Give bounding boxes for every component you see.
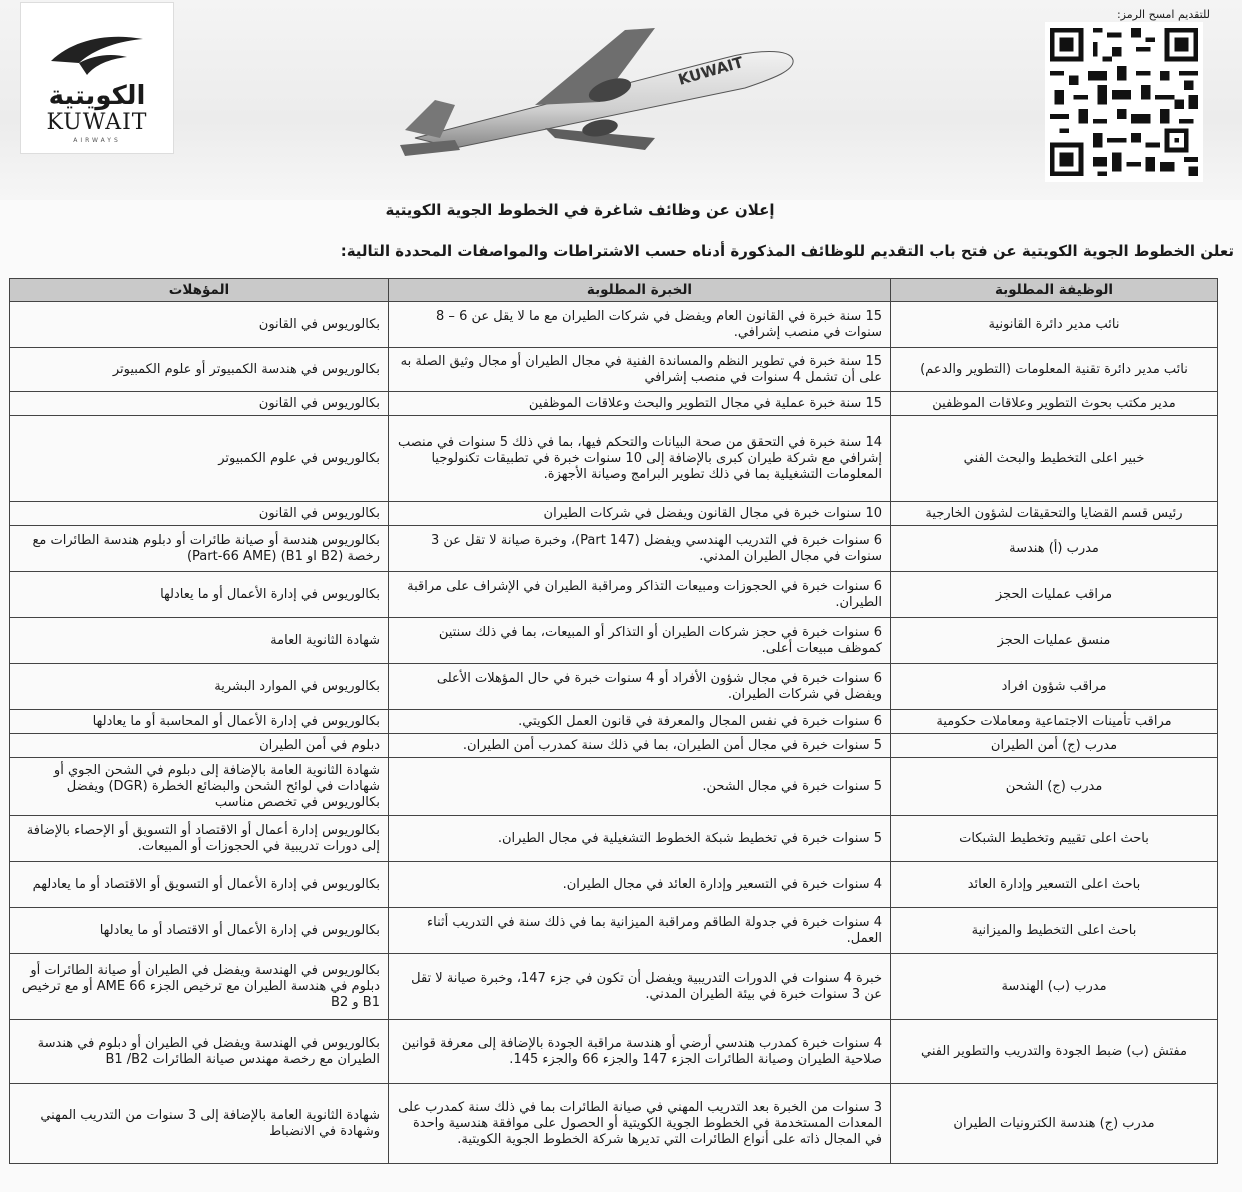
logo-english-text: KUWAIT: [46, 110, 148, 135]
experience-cell: 6 سنوات خبرة في التدريب الهندسي ويفضل (Part 147)، وخبرة صيانة لا تقل عن 3 سنوات في مجال الطيران المدني.: [389, 526, 891, 572]
announcement-title: إعلان عن وظائف شاغرة في الخطوط الجوية الكويتية: [385, 201, 775, 219]
experience-cell: 15 سنة خبرة في تطوير النظم والمساندة الفنية في مجال الطيران أو مجال وثيق الصلة به على أن تشمل 4 سنوات في منصب إشرافي: [389, 348, 891, 392]
experience-cell: 10 سنوات خبرة في مجال القانون ويفضل في شركات الطيران: [389, 502, 891, 526]
job-cell: نائب مدير دائرة تقنية المعلومات (التطوير والدعم): [891, 348, 1218, 392]
experience-cell: 14 سنة خبرة في التحقق من صحة البيانات والتحكم فيها، بما في ذلك 5 سنوات في منصب إشرافي مع شركة طيران كبرى بالإضافة إلى 10 سنوات خبرة في تطبيقات تكنولوجيا المعلومات التشغيلية بما في ذلك تطوير البرامج وصيانة الأجهزة.: [389, 416, 891, 502]
jobs-table: [9, 278, 1218, 1164]
qualification-cell: بكالوريوس في الموارد البشرية: [10, 664, 389, 710]
announcement-intro: تعلن الخطوط الجوية الكويتية عن فتح باب التقديم للوظائف المذكورة أدناه حسب الاشتراطات والمواصفات المحددة التالية:: [340, 242, 1234, 260]
table-row: [10, 816, 1218, 862]
qualification-cell: بكالوريوس في الهندسة ويفضل في الطيران أو دبلوم في هندسة الطيران مع رخصة مهندس صيانة الطائرات B1 /B2: [10, 1020, 389, 1084]
bird-logo-icon: [49, 31, 145, 79]
table-row: [10, 502, 1218, 526]
job-cell: مراقب شؤون افراد: [891, 664, 1218, 710]
job-cell: مراقب عمليات الحجز: [891, 572, 1218, 618]
experience-cell: 4 سنوات خبرة كمدرب هندسي أرضي أو هندسة مراقبة الجودة بالإضافة إلى معرفة قوانين صلاحية الطيران وصيانة الطائرات الجزء 147 والجزء 66 والجزء 145.: [389, 1020, 891, 1084]
qualification-cell: شهادة الثانوية العامة بالإضافة إلى دبلوم في الشحن الجوي أو شهادات في لوائح الشحن والبضائع الخطرة (DGR) ويفضل بكالوريوس في تخصص مناسب: [10, 758, 389, 816]
table-row: [10, 862, 1218, 908]
plane-livery-text: KUWAIT: [676, 53, 746, 89]
qualification-cell: شهادة الثانوية العامة بالإضافة إلى 3 سنوات من التدريب المهني وشهادة في الانضباط: [10, 1084, 389, 1164]
job-cell: مدرب (ب) الهندسة: [891, 954, 1218, 1020]
job-cell: مفتش (ب) ضبط الجودة والتدريب والتطوير الفني: [891, 1020, 1218, 1084]
logo-arabic-text: الكويتية: [48, 81, 146, 111]
airplane-image: [395, 10, 805, 160]
table-row: [10, 710, 1218, 734]
qualification-cell: بكالوريوس هندسة أو صيانة طائرات أو دبلوم هندسة الطائرات مع رخصة (B2 او B1) (Part-66 AME): [10, 526, 389, 572]
qr-code[interactable]: [1045, 22, 1203, 182]
table-row: [10, 348, 1218, 392]
qualification-cell: بكالوريوس في إدارة الأعمال أو الاقتصاد أو ما يعادلها: [10, 908, 389, 954]
job-cell: باحث اعلى تقييم وتخطيط الشبكات: [891, 816, 1218, 862]
table-row: [10, 734, 1218, 758]
job-cell: باحث اعلى التسعير وإدارة العائد: [891, 862, 1218, 908]
job-cell: رئيس قسم القضايا والتحقيقات لشؤون الخارجية: [891, 502, 1218, 526]
experience-cell: 15 سنة خبرة في القانون العام ويفضل في شركات الطيران مع ما لا يقل عن 6 – 8 سنوات في منصب إشرافي.: [389, 302, 891, 348]
experience-cell: 5 سنوات خبرة في مجال الشحن.: [389, 758, 891, 816]
experience-cell: 6 سنوات خبرة في حجز شركات الطيران أو التذاكر أو المبيعات، بما في ذلك سنتين كموظف مبيعات أعلى.: [389, 618, 891, 664]
qualification-cell: بكالوريوس في إدارة الأعمال أو التسويق أو الاقتصاد أو ما يعادلهم: [10, 862, 389, 908]
job-cell: نائب مدير دائرة القانونية: [891, 302, 1218, 348]
table-row: [10, 392, 1218, 416]
table-row: [10, 416, 1218, 502]
qualification-cell: بكالوريوس في علوم الكمبيوتر: [10, 416, 389, 502]
experience-cell: 6 سنوات خبرة في مجال شؤون الأفراد أو 4 سنوات خبرة في حال المؤهلات الأعلى ويفضل في شركات الطيران.: [389, 664, 891, 710]
table-row: [10, 572, 1218, 618]
experience-cell: 15 سنة خبرة عملية في مجال التطوير والبحث وعلاقات الموظفين: [389, 392, 891, 416]
table-row: [10, 1020, 1218, 1084]
job-cell: مدرب (أ) هندسة: [891, 526, 1218, 572]
table-header-row: [10, 279, 1218, 302]
job-cell: مدرب (ج) الشحن: [891, 758, 1218, 816]
qualification-cell: بكالوريوس في القانون: [10, 302, 389, 348]
qualification-cell: شهادة الثانوية العامة: [10, 618, 389, 664]
experience-cell: 3 سنوات من الخبرة بعد التدريب المهني في صيانة الطائرات بما في ذلك سنة كمدرب على المعدات المستخدمة في الخطوط الجوية الكويتية أو الحصول على موافقة هندسية واحدة في المجال ذاته على أنواع الطائرات التي تديرها شركة الخطوط الجوية الكويتية.: [389, 1084, 891, 1164]
kuwait-airways-logo: [20, 2, 174, 154]
header-experience: الخبرة المطلوبة: [389, 279, 891, 302]
qualification-cell: دبلوم في أمن الطيران: [10, 734, 389, 758]
table-row: [10, 908, 1218, 954]
qualification-cell: بكالوريوس إدارة أعمال أو الاقتصاد أو التسويق أو الإحصاء بالإضافة إلى دورات تدريبية في الحجوزات أو المبيعات.: [10, 816, 389, 862]
job-cell: مراقب تأمينات الاجتماعية ومعاملات حكومية: [891, 710, 1218, 734]
qualification-cell: بكالوريوس في إدارة الأعمال أو ما يعادلها: [10, 572, 389, 618]
table-row: [10, 954, 1218, 1020]
experience-cell: 6 سنوات خبرة في الحجوزات ومبيعات التذاكر ومراقبة الطيران في الإشراف على مراقبة الطيران.: [389, 572, 891, 618]
table-row: [10, 758, 1218, 816]
qualification-cell: بكالوريوس في إدارة الأعمال أو المحاسبة أو ما يعادلها: [10, 710, 389, 734]
table-row: [10, 664, 1218, 710]
job-cell: مدرب (ج) أمن الطيران: [891, 734, 1218, 758]
header-banner: [0, 0, 1242, 200]
experience-cell: 5 سنوات خبرة في مجال أمن الطيران، بما في ذلك سنة كمدرب أمن الطيران.: [389, 734, 891, 758]
experience-cell: خبرة 4 سنوات في الدورات التدريبية ويفضل أن تكون في جزء 147، وخبرة صيانة لا تقل عن 3 سنوات خبرة في بيئة الطيران المدني.: [389, 954, 891, 1020]
qr-label: للتقديم امسح الرمز:: [1116, 8, 1210, 21]
experience-cell: 6 سنوات خبرة في نفس المجال والمعرفة في قانون العمل الكويتي.: [389, 710, 891, 734]
qualification-cell: بكالوريوس في القانون: [10, 502, 389, 526]
job-cell: باحث اعلى التخطيط والميزانية: [891, 908, 1218, 954]
table-row: [10, 1084, 1218, 1164]
qualification-cell: بكالوريوس في هندسة الكمبيوتر أو علوم الكمبيوتر: [10, 348, 389, 392]
logo-subtitle: AIRWAYS: [73, 137, 121, 144]
experience-cell: 5 سنوات خبرة في تخطيط شبكة الخطوط التشغيلية في مجال الطيران.: [389, 816, 891, 862]
job-cell: مدرب (ج) هندسة الكترونيات الطيران: [891, 1084, 1218, 1164]
experience-cell: 4 سنوات خبرة في التسعير وإدارة العائد في مجال الطيران.: [389, 862, 891, 908]
qualification-cell: بكالوريوس في الهندسة ويفضل في الطيران أو صيانة الطائرات أو دبلوم في هندسة الطيران مع ترخيص الجزء 66 AME أو مع ترخيص B1 و B2: [10, 954, 389, 1020]
table-row: [10, 302, 1218, 348]
table-row: [10, 618, 1218, 664]
job-cell: منسق عمليات الحجز: [891, 618, 1218, 664]
table-row: [10, 526, 1218, 572]
header-qualification: المؤهلات: [10, 279, 389, 302]
job-cell: خبير اعلى التخطيط والبحث الفني: [891, 416, 1218, 502]
qualification-cell: بكالوريوس في القانون: [10, 392, 389, 416]
job-cell: مدير مكتب بحوث التطوير وعلاقات الموظفين: [891, 392, 1218, 416]
header-job: الوظيفة المطلوبة: [891, 279, 1218, 302]
experience-cell: 4 سنوات خبرة في جدولة الطاقم ومراقبة الميزانية بما في ذلك سنة في التدريب أثناء العمل.: [389, 908, 891, 954]
